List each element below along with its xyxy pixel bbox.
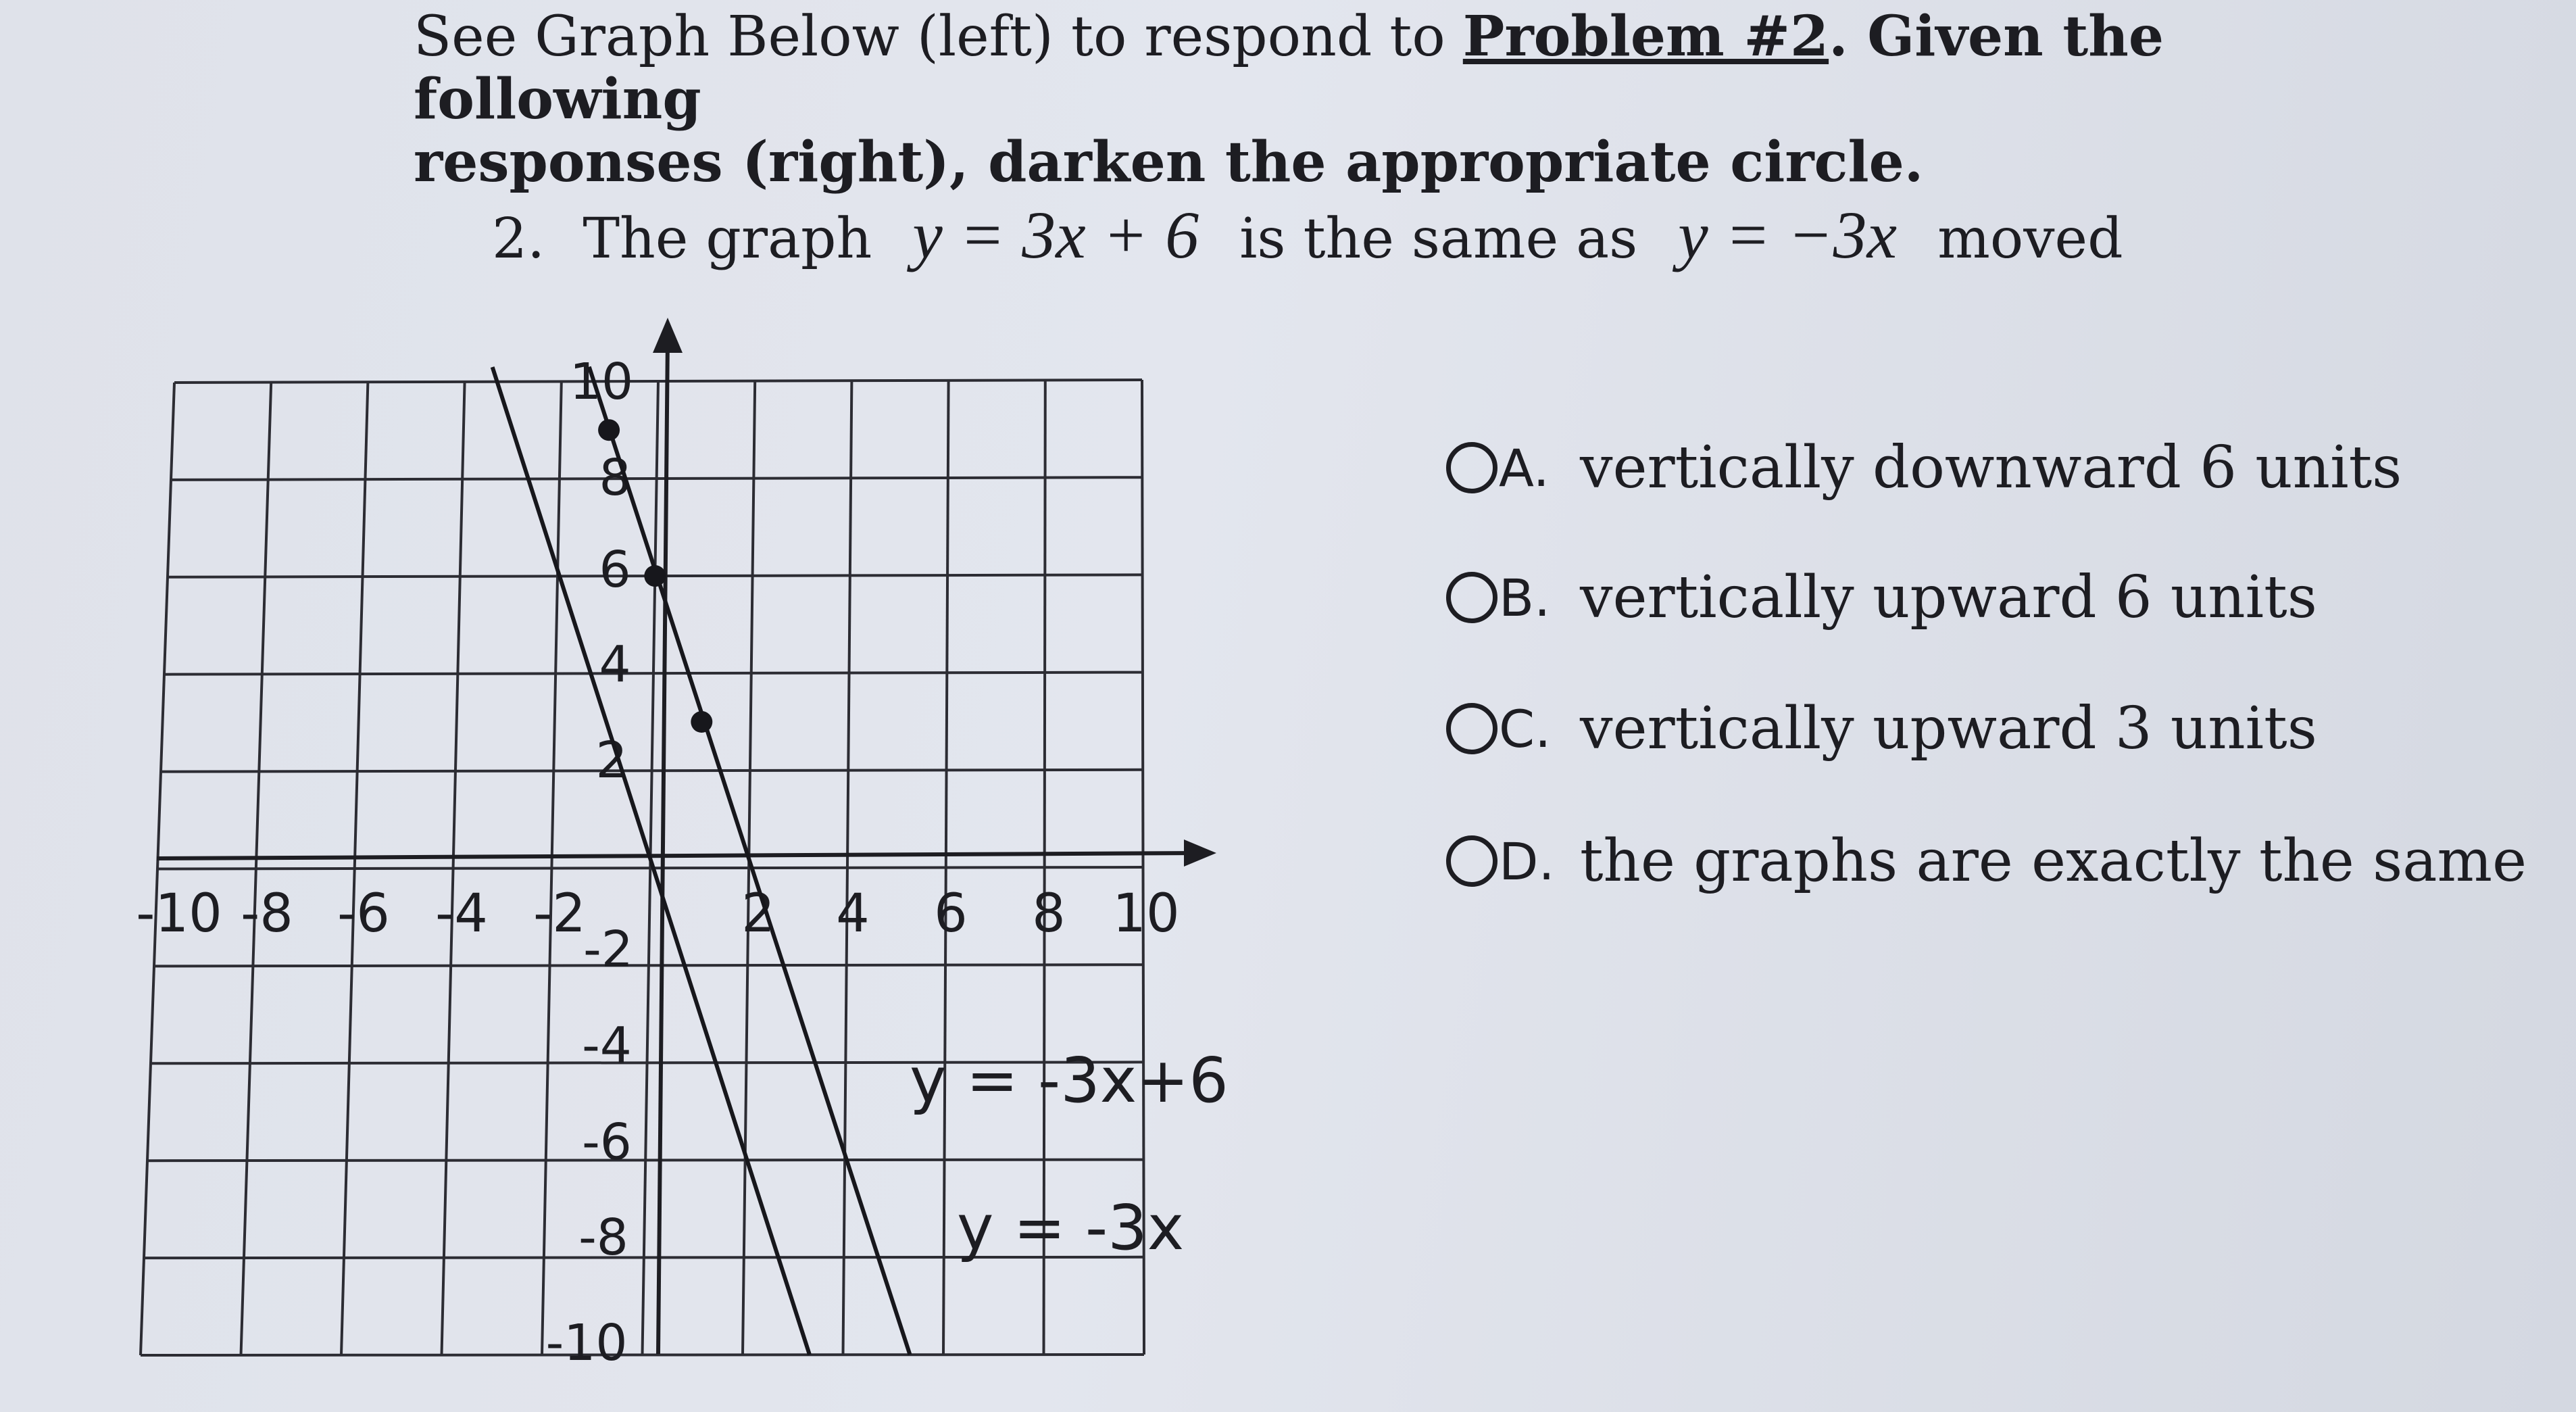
y-tick-label: -4 — [582, 1017, 632, 1075]
x-axis-arrow-icon — [1184, 839, 1216, 867]
y-tick-label: 8 — [599, 449, 631, 507]
equation-1: y = 3x + 6 — [912, 197, 1199, 272]
x-tick-label: -8 — [241, 883, 293, 944]
y-axis — [658, 338, 668, 1354]
x-tick-label: 4 — [836, 883, 870, 944]
answer-bubble-b[interactable] — [1446, 572, 1497, 623]
line-shifted — [589, 367, 910, 1355]
option-letter: A. — [1499, 437, 1550, 498]
x-axis — [157, 853, 1204, 858]
x-tick-label: -2 — [533, 883, 586, 944]
option-letter: D. — [1499, 831, 1555, 892]
grid-line-horizontal — [154, 965, 1143, 966]
y-tick-label: 10 — [569, 353, 634, 411]
y-tick-label: 4 — [599, 635, 631, 693]
instructions-given-text: . Given the following — [414, 4, 2164, 132]
question-text-3: moved — [1937, 207, 2123, 271]
y-tick-label: 6 — [599, 541, 631, 599]
option-text: vertically upward 6 units — [1580, 564, 2317, 631]
option-text: the graphs are exactly the same — [1580, 827, 2527, 895]
grid-line-horizontal — [157, 867, 1143, 869]
x-tick-label: -6 — [337, 883, 390, 944]
option-a[interactable] — [1446, 434, 2402, 502]
x-tick-label: -10 — [136, 883, 222, 944]
question-text-2: is the same as — [1239, 207, 1638, 271]
option-letter: C. — [1499, 698, 1552, 759]
question-text-1: The graph — [583, 207, 872, 271]
equation-2: y = −3x — [1678, 197, 1898, 272]
y-axis-arrow-icon — [653, 318, 683, 353]
option-b[interactable] — [1446, 564, 2317, 631]
problem-reference: Problem #2 — [1462, 4, 1829, 69]
line-original — [493, 367, 810, 1355]
y-tick-label: -6 — [582, 1113, 632, 1171]
option-letter: B. — [1499, 567, 1551, 628]
answer-bubble-c[interactable] — [1446, 703, 1497, 754]
line-label-original: y = -3x — [957, 1192, 1185, 1264]
option-text: vertically upward 3 units — [1580, 695, 2317, 762]
y-tick-label: -2 — [583, 921, 633, 979]
plotted-point — [644, 565, 666, 587]
grid-line-horizontal — [147, 1160, 1143, 1161]
option-c[interactable] — [1446, 695, 2317, 762]
plotted-point — [598, 419, 620, 441]
option-text: vertically downward 6 units — [1580, 434, 2402, 502]
x-tick-label: 8 — [1032, 883, 1066, 944]
line-label-shifted: y = -3x+6 — [910, 1044, 1229, 1117]
x-tick-label: -4 — [435, 883, 488, 944]
question-number: 2. — [492, 207, 545, 271]
x-tick-label: 10 — [1112, 883, 1180, 944]
y-tick-label: -10 — [545, 1314, 628, 1372]
y-tick-label: 2 — [595, 731, 628, 789]
instructions-text: See Graph Below (left) to respond to — [414, 5, 1463, 69]
plotted-point — [691, 711, 712, 733]
x-tick-label: 2 — [741, 883, 775, 944]
answer-bubble-a[interactable] — [1446, 442, 1497, 493]
option-d[interactable] — [1446, 827, 2527, 895]
x-tick-label: 6 — [934, 883, 968, 944]
instructions-line-2: responses (right), darken the appropriate circle. — [414, 130, 1924, 195]
y-tick-label: -8 — [578, 1209, 628, 1267]
answer-bubble-d[interactable] — [1446, 835, 1497, 887]
